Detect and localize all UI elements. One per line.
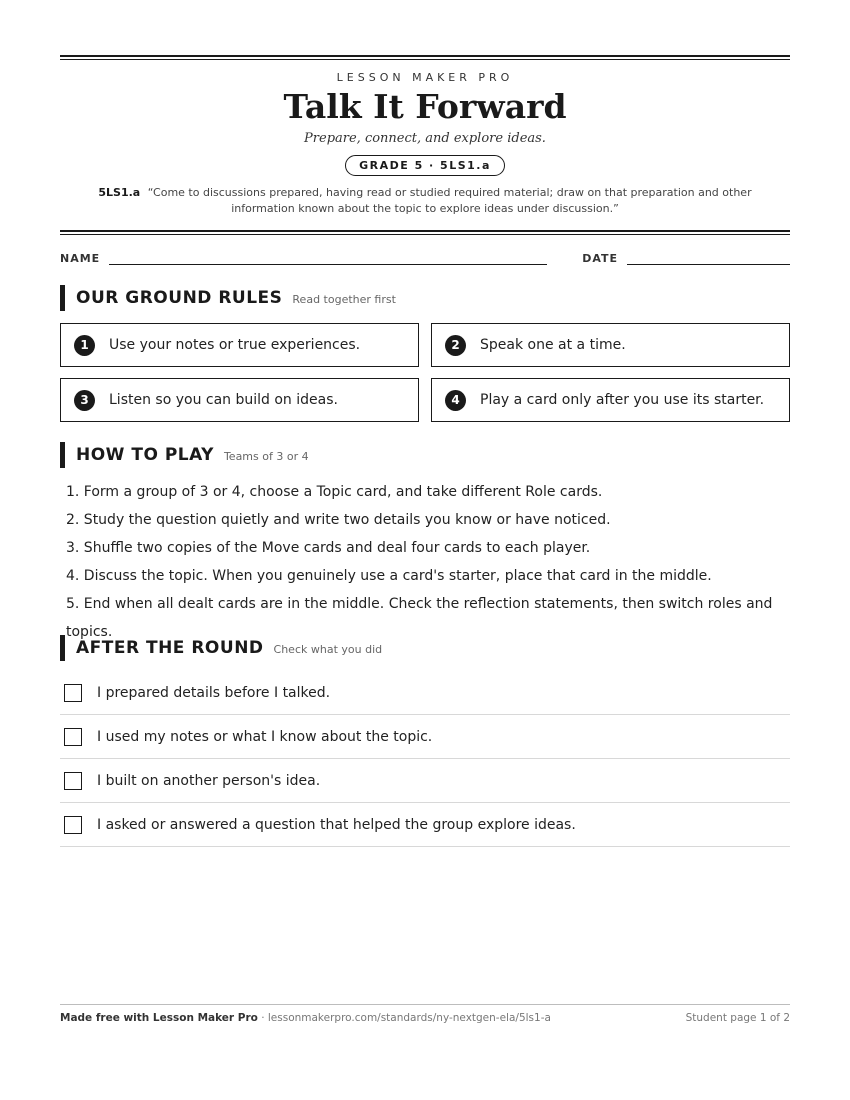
header [60, 71, 790, 217]
ground-rule-card [60, 323, 419, 367]
checklist-item [60, 715, 790, 759]
page-title: Talk It Forward [283, 87, 567, 126]
made-with-label: Made free with Lesson Maker Pro [60, 1012, 258, 1024]
checklist-item [60, 803, 790, 847]
section-title: HOW TO PLAY [76, 445, 214, 465]
checkbox[interactable] [64, 728, 82, 746]
step-item: 5. End when all dealt cards are in the middle. Check the reflection statements, then switch roles and topics. [66, 596, 773, 640]
checklist-item [60, 759, 790, 803]
ground-rule-text: Speak one at a time. [480, 337, 626, 353]
ground-rule-card [431, 323, 790, 367]
top-rule [60, 55, 790, 60]
name-date-row [60, 252, 790, 265]
checklist-text: I asked or answered a question that helped the group explore ideas. [97, 816, 576, 833]
footer-url: · lessonmakerpro.com/standards/ny-nextgen-ela/5ls1-a [257, 1012, 551, 1024]
section-subtitle: Read together first [292, 293, 396, 306]
ground-rule-card [60, 378, 419, 422]
date-field[interactable] [627, 254, 790, 265]
page-number: Student page 1 of 2 [685, 1012, 790, 1024]
brand-label: LESSON MAKER PRO [336, 71, 514, 84]
standard-statement [70, 185, 780, 217]
checklist-text: I built on another person's idea. [97, 772, 321, 789]
worksheet-page [60, 0, 790, 847]
how-to-play-steps [60, 478, 790, 640]
after-round-checklist [60, 671, 790, 847]
section-subtitle: Teams of 3 or 4 [223, 450, 309, 463]
ground-rule-card [431, 378, 790, 422]
name-label: NAME [60, 252, 101, 265]
number-badge: 3 [74, 390, 95, 411]
ground-rule-text: Listen so you can build on ideas. [109, 392, 338, 408]
checklist-text: I used my notes or what I know about the topic. [97, 728, 433, 745]
section-title: OUR GROUND RULES [76, 288, 283, 308]
step-item: 1. Form a group of 3 or 4, choose a Topic card, and take different Role cards. [66, 484, 603, 500]
standard-code: 5LS1.a [98, 186, 141, 199]
checklist-item [60, 671, 790, 715]
grade-badge: GRADE 5 · 5LS1.a [345, 155, 505, 176]
ground-rule-text: Use your notes or true experiences. [109, 337, 361, 353]
section-title: AFTER THE ROUND [76, 638, 264, 658]
step-item: 3. Shuffle two copies of the Move cards and deal four cards to each player. [66, 540, 591, 556]
checkbox[interactable] [64, 816, 82, 834]
number-badge: 4 [445, 390, 466, 411]
checklist-text: I prepared details before I talked. [97, 684, 331, 701]
how-to-play-heading [60, 442, 790, 468]
standard-text: “Come to discussions prepared, having read or studied required material; draw on that preparation and other information known about the topic to explore ideas under discussion.” [147, 186, 752, 215]
section-subtitle: Check what you did [273, 643, 383, 656]
after-round-heading [60, 635, 790, 661]
checkbox[interactable] [64, 684, 82, 702]
ground-rules-heading [60, 285, 790, 311]
footer [60, 1004, 790, 1024]
number-badge: 2 [445, 335, 466, 356]
checkbox[interactable] [64, 772, 82, 790]
date-label: DATE [582, 252, 618, 265]
ground-rules-grid [60, 323, 790, 422]
step-item: 4. Discuss the topic. When you genuinely use a card's starter, place that card in the middle. [66, 568, 712, 584]
page-subtitle: Prepare, connect, and explore ideas. [304, 131, 546, 146]
footer-credit [60, 1012, 551, 1024]
name-field[interactable] [109, 254, 547, 265]
number-badge: 1 [74, 335, 95, 356]
step-item: 2. Study the question quietly and write two details you know or have noticed. [66, 512, 611, 528]
ground-rule-text: Play a card only after you use its starter. [480, 392, 765, 408]
header-bottom-rule [60, 230, 790, 235]
